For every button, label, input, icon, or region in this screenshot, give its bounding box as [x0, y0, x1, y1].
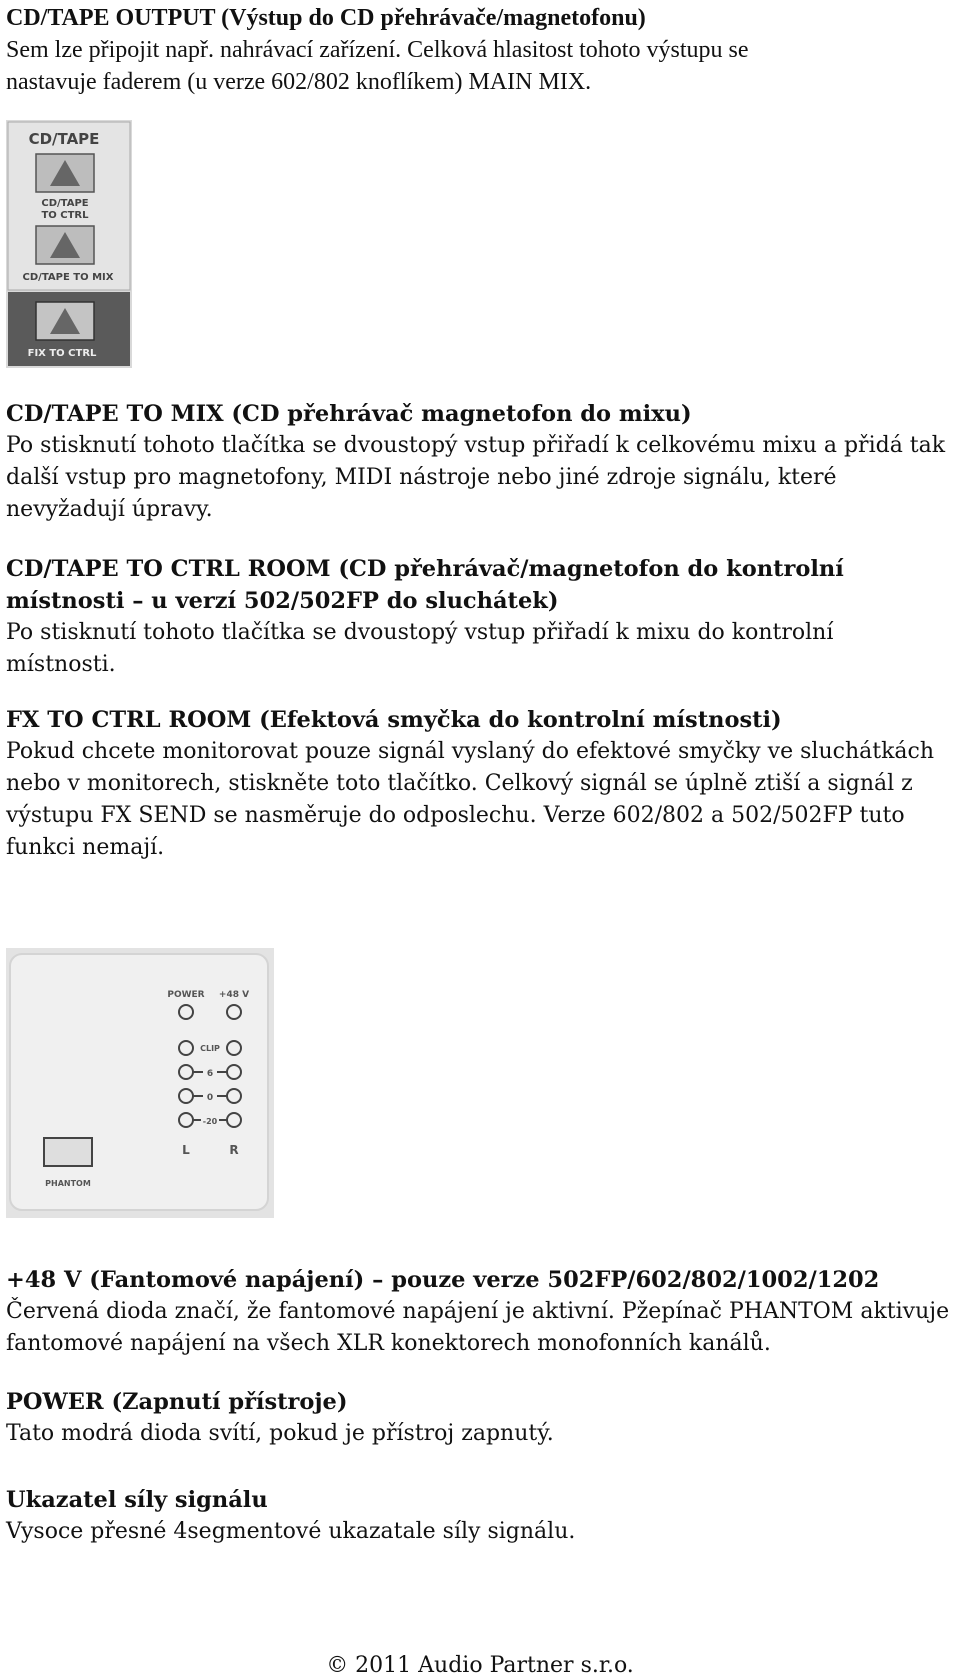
plus48-label: +48 V [218, 990, 250, 1000]
section-heading: FX TO CTRL ROOM (Efektová smyčka do kontrolní místnosti) [6, 707, 782, 733]
section-heading: CD/TAPE TO CTRL ROOM (CD přehrávač/magnetofon do kontrolní místnosti – u verzí 502/502FP do sluchátek) [6, 556, 844, 614]
section-cd-tape-to-ctrl-room [6, 553, 956, 681]
cd-tape-to-ctrl-label-line1: CD/TAPE [41, 198, 89, 209]
right-channel-label: R [229, 1143, 239, 1157]
section-heading: +48 V (Fantomové napájení) – pouze verze 502FP/602/802/1002/1202 [6, 1267, 880, 1293]
section-heading: CD/TAPE OUTPUT (Výstup do CD přehrávače/magnetofonu) [6, 5, 646, 31]
power-label: POWER [167, 990, 205, 1000]
section-body: Po stisknutí tohoto tlačítka se dvoustopý vstup přiřadí k mixu do kontrolní místnosti. [6, 620, 834, 677]
section-body: Po stisknutí tohoto tlačítka se dvoustopý vstup přiřadí k celkovému mixu a přidá tak další vstup pro magnetofony, MIDI nástroje nebo jiné zdroje signálu, které nevyžadují úpravy. [6, 433, 946, 522]
left-channel-label: L [182, 1143, 190, 1157]
section-signal-meter [6, 1484, 956, 1548]
phantom-switch[interactable] [44, 1138, 92, 1166]
section-body: Pokud chcete monitorovat pouze signál vyslaný do efektové smyčky ve sluchátkách nebo v monitorech, stiskněte toto tlačítko. Celkový signál se úplně ztiší a signál z výstupu FX SEND se nasměruje do odposlechu. Verze 602/802 a 502/502FP tuto funkci nemají. [6, 739, 935, 860]
meter-panel-figure [6, 948, 274, 1218]
section-heading: Ukazatel síly signálu [6, 1487, 268, 1513]
cd-tape-header-label: CD/TAPE [28, 130, 100, 148]
section-cd-tape-output [6, 2, 956, 98]
section-body: Vysoce přesné 4segmentové ukazatale síly signálu. [6, 1519, 576, 1544]
section-heading: CD/TAPE TO MIX (CD přehrávač magnetofon do mixu) [6, 401, 692, 427]
section-heading: POWER (Zapnutí přístroje) [6, 1389, 348, 1415]
cd-tape-buttons-figure [6, 120, 132, 368]
cd-tape-to-ctrl-label-line2: TO CTRL [41, 210, 89, 221]
section-power [6, 1386, 956, 1450]
seg3-label: -20 [202, 1117, 218, 1126]
cd-tape-to-mix-label: CD/TAPE TO MIX [22, 272, 114, 283]
page-footer: © 2011 Audio Partner s.r.o. [326, 1653, 634, 1678]
clip-label: CLIP [200, 1044, 220, 1053]
phantom-label: PHANTOM [45, 1179, 91, 1188]
section-fx-to-ctrl-room [6, 704, 956, 864]
section-phantom-power [6, 1264, 956, 1360]
seg2-label: 0 [206, 1093, 214, 1103]
section-body: Tato modrá dioda svítí, pokud je přístroj zapnutý. [6, 1421, 554, 1446]
section-body: Červená dioda značí, že fantomové napájení je aktivní. Pžepínač PHANTOM aktivuje fantomové napájení na všech XLR konektorech monofonních kanálů. [6, 1299, 950, 1356]
fix-to-ctrl-label: FIX TO CTRL [27, 348, 97, 359]
seg1-label: 6 [206, 1069, 214, 1079]
section-body: Sem lze připojit např. nahrávací zařízení. Celková hlasitost tohoto výstupu se nastavuje faderem (u verze 602/802 knoflíkem) MAIN MIX. [6, 37, 749, 95]
section-cd-tape-to-mix [6, 398, 956, 526]
